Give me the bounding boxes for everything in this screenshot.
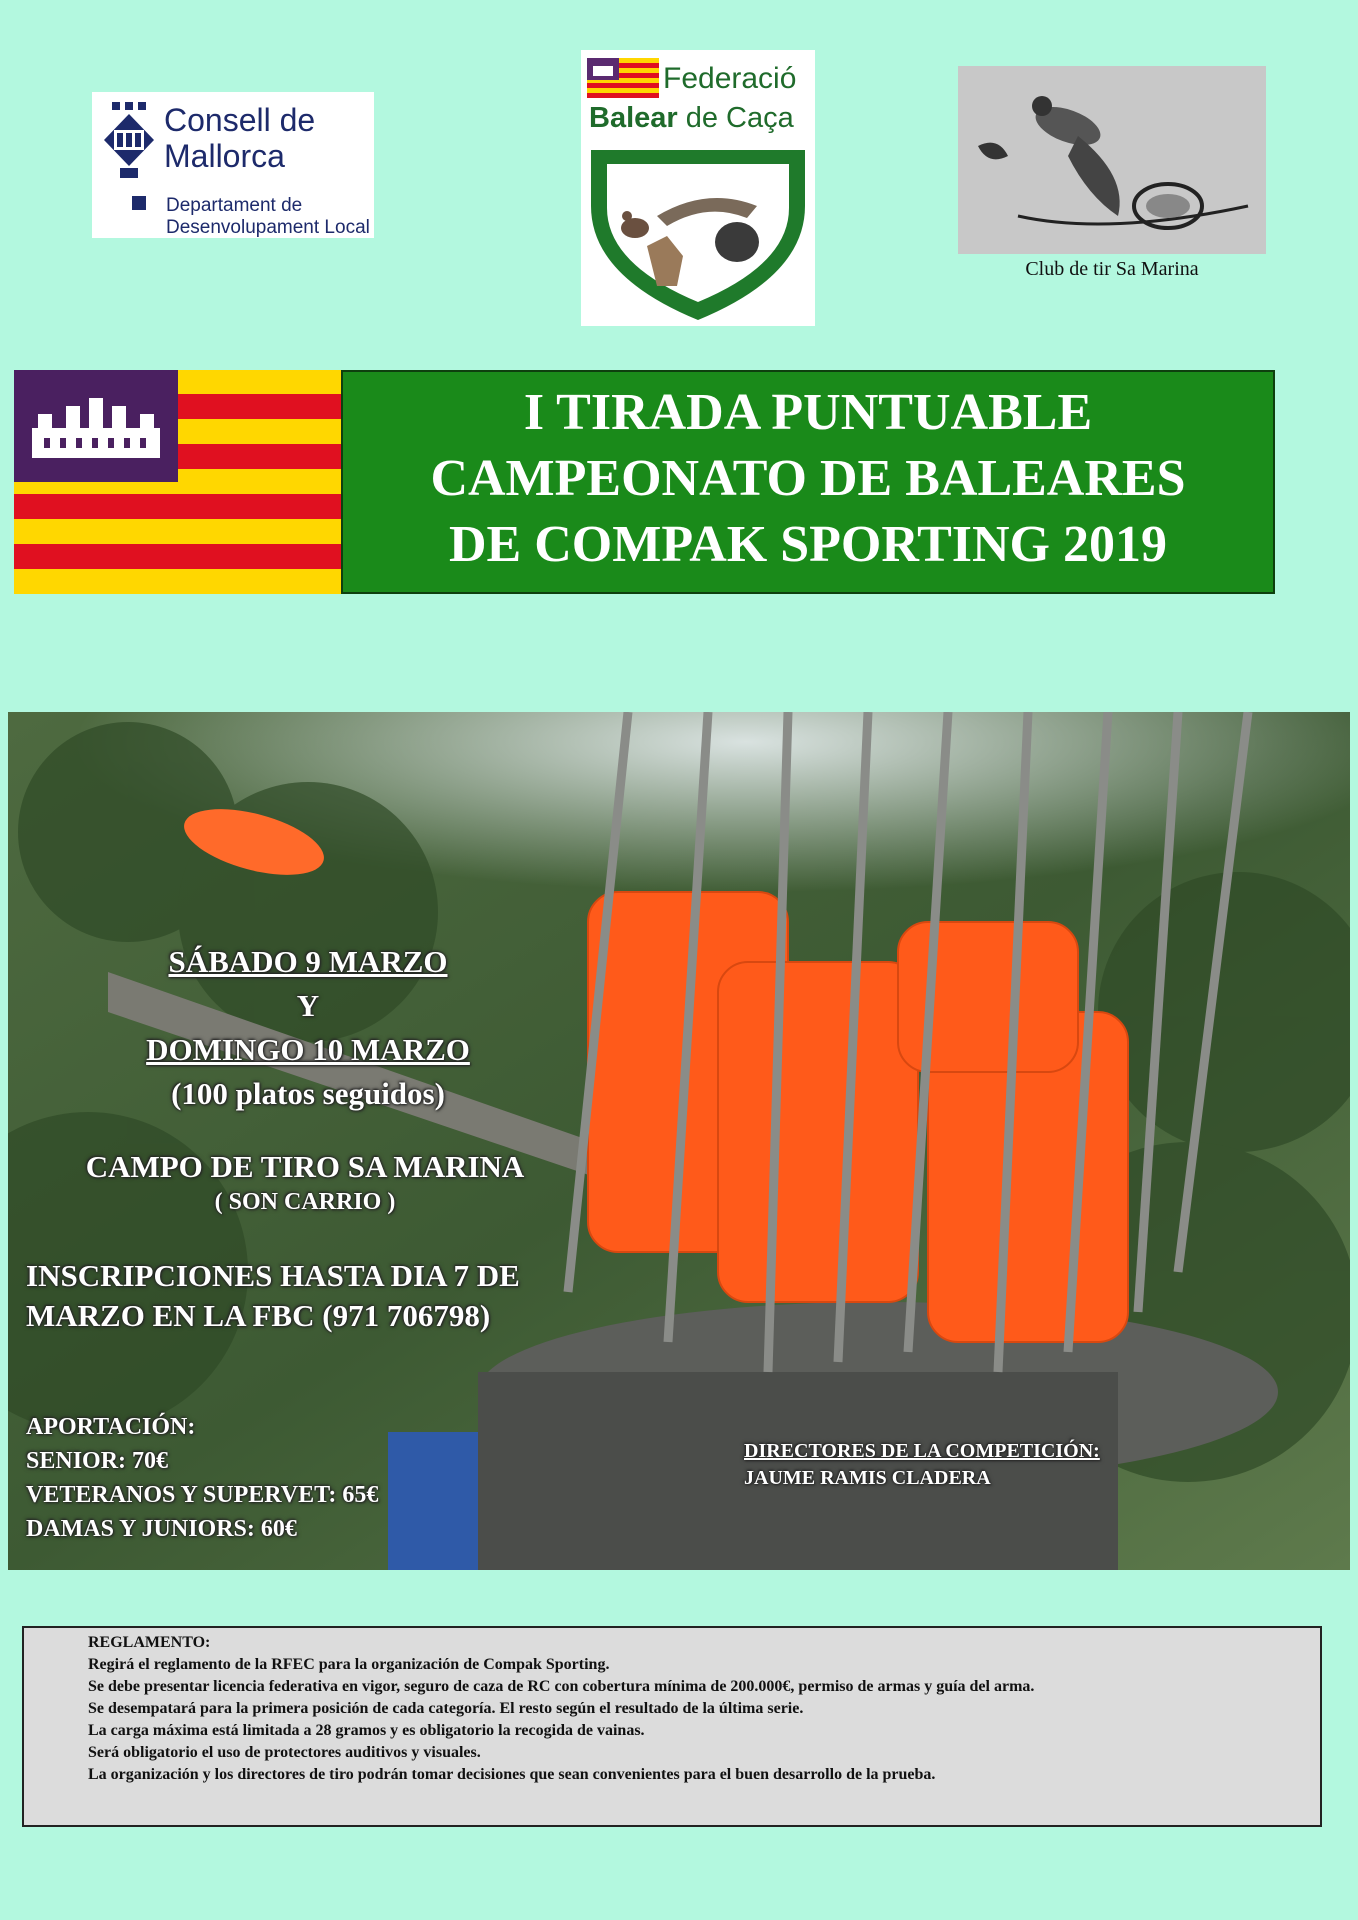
date-saturday: SÁBADO 9 MARZO: [168, 944, 448, 979]
rule-item: Regirá el reglamento de la RFEC para la organización de Compak Sporting.: [88, 1656, 610, 1673]
competition-directors: [744, 1438, 1100, 1492]
fee-senior: SENIOR: 70€: [26, 1448, 169, 1474]
consell-square-icon: [132, 196, 146, 210]
title-line-2: CAMPEONATO DE BALEARES: [430, 450, 1186, 507]
club-caption: Club de tir Sa Marina: [1025, 258, 1199, 280]
federacio-shield-icon: [587, 146, 809, 322]
rules-box: [22, 1626, 1322, 1827]
rule-item: Se debe presentar licencia federativa en vigor, seguro de caza de RC con cobertura mínima de 200.000€, permiso de armas y guía del arma.: [88, 1678, 1035, 1695]
fees-title: APORTACIÓN:: [26, 1414, 196, 1440]
event-title-banner: [341, 370, 1275, 594]
fees-section: [26, 1410, 546, 1546]
federacio-title: Federació: [663, 62, 797, 95]
fee-veteranos: VETERANOS Y SUPERVET: 65€: [26, 1482, 379, 1508]
directors-name: JAUME RAMIS CLADERA: [744, 1467, 991, 1489]
consell-dept-line1: Departament de: [166, 195, 303, 216]
venue: [40, 1146, 570, 1216]
club-tir-sa-marina-logo: [958, 66, 1266, 254]
fee-damas-juniors: DAMAS Y JUNIORS: 60€: [26, 1516, 297, 1542]
consell-department: [166, 195, 376, 239]
rule-item: La carga máxima está limitada a 28 gramos y es obligatorio la recogida de vainas.: [88, 1722, 645, 1739]
rule-item: La organización y los directores de tiro podrán tomar decisiones que sean convenientes para el buen desarrollo de la prueba.: [88, 1766, 936, 1783]
venue-name: CAMPO DE TIRO SA MARINA: [85, 1149, 525, 1184]
balearic-flag-icon: [14, 370, 341, 594]
balearic-flag-mini-icon: [587, 58, 659, 98]
partridge-clay-icon: [958, 66, 1266, 254]
title-line-3: DE COMPAK SPORTING 2019: [449, 516, 1167, 573]
consell-name-line1: Consell de: [164, 102, 316, 138]
federacio-subtitle: [589, 102, 794, 135]
rule-item: Será obligatorio el uso de protectores auditivos y visuales.: [88, 1744, 481, 1761]
event-format: (100 platos seguidos): [171, 1076, 445, 1111]
venue-location: ( SON CARRIO ): [214, 1189, 396, 1215]
event-dates: [108, 940, 508, 1116]
rule-item: Se desempatará para la primera posición de cada categoría. El resto según el resultado de la última serie.: [88, 1700, 804, 1717]
consell-name-line2: Mallorca: [164, 138, 285, 174]
consell-de-mallorca-logo: [92, 92, 374, 238]
consell-crest-icon: [100, 100, 158, 182]
consell-name: [164, 102, 315, 174]
inscriptions-deadline: INSCRIPCIONES HASTA DIA 7 DE MARZO EN LA FBC (971 706798): [26, 1258, 520, 1333]
date-joiner: Y: [296, 988, 320, 1023]
federacio-balear-word: Balear: [589, 102, 678, 134]
title-line-1: I TIRADA PUNTUABLE: [523, 384, 1093, 441]
consell-dept-line2: Desenvolupament Local: [166, 217, 370, 238]
date-sunday: DOMINGO 10 MARZO: [146, 1032, 470, 1067]
rules-title: REGLAMENTO:: [88, 1634, 211, 1651]
federacio-de-caca: de Caça: [677, 102, 794, 134]
federacio-balear-logo: [581, 50, 815, 326]
directors-title: DIRECTORES DE LA COMPETICIÓN:: [744, 1440, 1100, 1462]
